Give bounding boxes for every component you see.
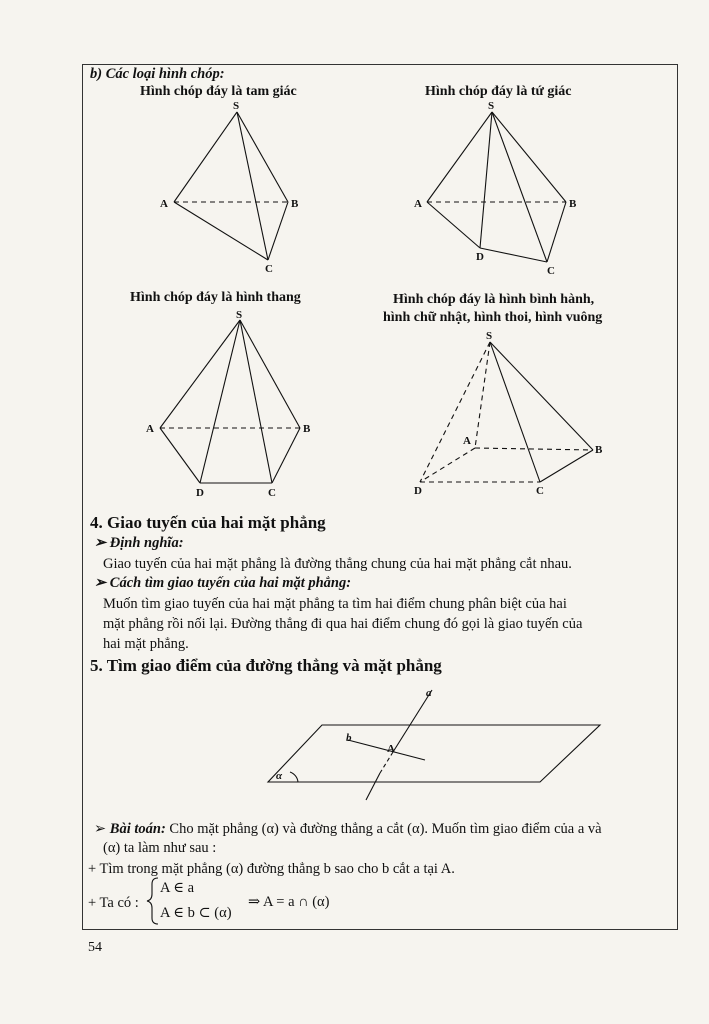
label-C-2: C [547, 265, 555, 277]
label-line-a: a [426, 687, 432, 699]
label-D-3: D [196, 487, 204, 499]
label-point-A: A [387, 743, 395, 755]
label-D-4: D [414, 485, 422, 497]
method-line-2: mặt phẳng rồi nối lại. Đường thẳng đi qua hai điểm chung đó gọi là giao tuyến của [103, 616, 583, 632]
section-b-heading: b) Các loại hình chóp: [90, 66, 225, 82]
method-heading-text: Cách tìm giao tuyến của hai mặt phẳng: [109, 575, 352, 591]
section-4-title: 4. Giao tuyến của hai mặt phẳng [90, 513, 326, 532]
label-A-3: A [146, 423, 154, 435]
method-heading: ➢ Cách tìm giao tuyến của hai mặt phẳng: [94, 575, 352, 591]
page-number: 54 [88, 940, 102, 955]
label-line-b: b [346, 732, 352, 744]
label-B-4: B [595, 444, 603, 456]
fig-title-trapezoid: Hình chóp đáy là hình thang [130, 290, 301, 305]
label-S-2: S [488, 100, 495, 112]
label-C-3: C [268, 487, 276, 499]
label-B-3: B [303, 423, 311, 435]
label-A-1: A [160, 198, 168, 210]
definition-heading: ➢ Định nghĩa: [94, 535, 184, 551]
fig-title-quad: Hình chóp đáy là tứ giác [425, 84, 572, 99]
condition-1: A ∈ a [160, 880, 195, 896]
label-C-1: C [265, 263, 273, 275]
label-A-4: A [463, 435, 471, 447]
label-B-1: B [291, 198, 299, 210]
step-2-prefix: + Ta có : [88, 895, 139, 911]
label-D-2: D [476, 251, 484, 263]
section-5-title: 5. Tìm giao điểm của đường thẳng và mặt phẳng [90, 656, 442, 675]
label-B-2: B [569, 198, 577, 210]
definition-text: Giao tuyến của hai mặt phẳng là đường thẳng chung của hai mặt phẳng cắt nhau. [103, 556, 572, 572]
label-A-2: A [414, 198, 422, 210]
condition-2: A ∈ b ⊂ (α) [160, 905, 232, 921]
problem-line-1: ➢ Bài toán: Cho mặt phẳng (α) và đường thẳng a cắt (α). Muốn tìm giao điểm của a và [94, 821, 602, 837]
label-S-1: S [233, 100, 240, 112]
fig-title-triangle: Hình chóp đáy là tam giác [140, 84, 297, 99]
problem-text: Cho mặt phẳng (α) và đường thẳng a cắt (α). Muốn tìm giao điểm của a và [165, 821, 602, 837]
label-C-4: C [536, 485, 544, 497]
label-S-3: S [236, 309, 243, 321]
label-alpha: α [276, 770, 283, 782]
problem-line-2: (α) ta làm như sau : [103, 840, 217, 856]
method-line-3: hai mặt phẳng. [103, 636, 189, 652]
definition-heading-text: Định nghĩa: [109, 535, 184, 551]
fig-title-parallelogram-1: Hình chóp đáy là hình bình hành, [393, 292, 595, 307]
problem-label: Bài toán: [109, 821, 166, 837]
label-S-4: S [486, 330, 493, 342]
step-1: + Tìm trong mặt phẳng (α) đường thẳng b sao cho b cắt a tại A. [88, 861, 455, 877]
method-line-1: Muốn tìm giao tuyến của hai mặt phẳng ta tìm hai điểm chung phân biệt của hai [103, 596, 567, 612]
result: ⇒ A = a ∩ (α) [248, 894, 330, 910]
fig-title-parallelogram-2: hình chữ nhật, hình thoi, hình vuông [383, 310, 603, 325]
